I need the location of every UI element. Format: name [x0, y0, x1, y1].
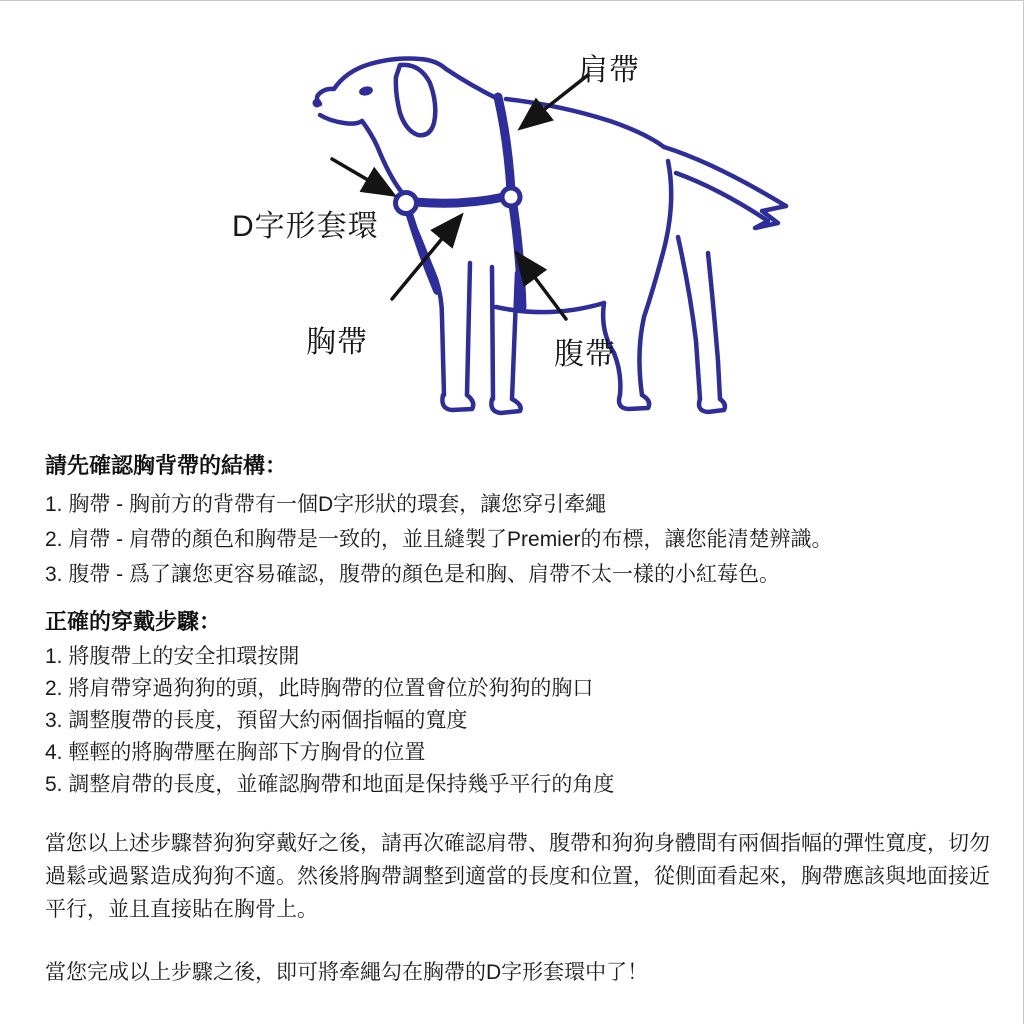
closing-paragraph-2: 當您完成以上步驟之後，即可將牽繩勾在胸帶的D字形套環中了！ [45, 961, 649, 984]
strap-junction-ring [502, 188, 520, 206]
structure-item-1: 1. 胸帶 - 胸前方的背帶有一個D字形狀的環套，讓您穿引牽繩 [45, 493, 607, 516]
steps-section-heading: 正確的穿戴步驟： [45, 609, 222, 634]
chest-strap-label: 胸帶 [306, 326, 368, 359]
structure-item-3: 3. 腹帶 - 爲了讓您更容易確認，腹帶的顏色是和胸、肩帶不太一樣的小紅莓色。 [45, 563, 781, 586]
chest-strap-line [415, 197, 504, 203]
annotation-arrows [332, 75, 588, 319]
dog-line-art [0, 1, 1024, 441]
structure-section-heading: 請先確認胸背帶的結構： [45, 453, 288, 478]
harness-straps [396, 97, 523, 307]
closing-paragraph-1: 當您以上述步驟替狗狗穿戴好之後，請再次確認肩帶、腹帶和狗狗身體間有兩個指幅的彈性寬度，切勿過鬆或過緊造成狗狗不適。然後將胸帶調整到適當的長度和位置，從側面看起來，胸帶應該與地面接近平行，並且直接貼在胸骨上。 [45, 832, 990, 921]
instructions-text [45, 451, 995, 989]
structure-item-2: 2. 肩帶 - 肩帶的顏色和胸帶是一致的，並且縫製了Premier的布標，讓您能清楚辨識。 [45, 528, 833, 551]
d-ring-label: D字形套環 [232, 210, 379, 243]
d-ring-circle [396, 193, 417, 214]
step-item-2: 2. 將肩帶穿過狗狗的頭，此時胸帶的位置會位於狗狗的胸口 [45, 677, 594, 700]
shoulder-strap-line [498, 97, 511, 191]
step-item-1: 1. 將腹帶上的安全扣環按開 [45, 645, 300, 668]
belly-strap-label: 腹帶 [554, 338, 616, 371]
step-item-4: 4. 輕輕的將胸帶壓在胸部下方胸骨的位置 [45, 741, 426, 764]
chest-strap-arrow [392, 217, 460, 299]
dog-body-outline [317, 59, 786, 413]
shoulder-strap-label: 肩帶 [578, 54, 640, 87]
harness-diagram [0, 1, 1024, 441]
step-item-5: 5. 調整肩帶的長度，並確認胸帶和地面是保持幾乎平行的角度 [45, 773, 615, 796]
step-item-3: 3. 調整腹帶的長度，預留大約兩個指幅的寬度 [45, 709, 468, 732]
